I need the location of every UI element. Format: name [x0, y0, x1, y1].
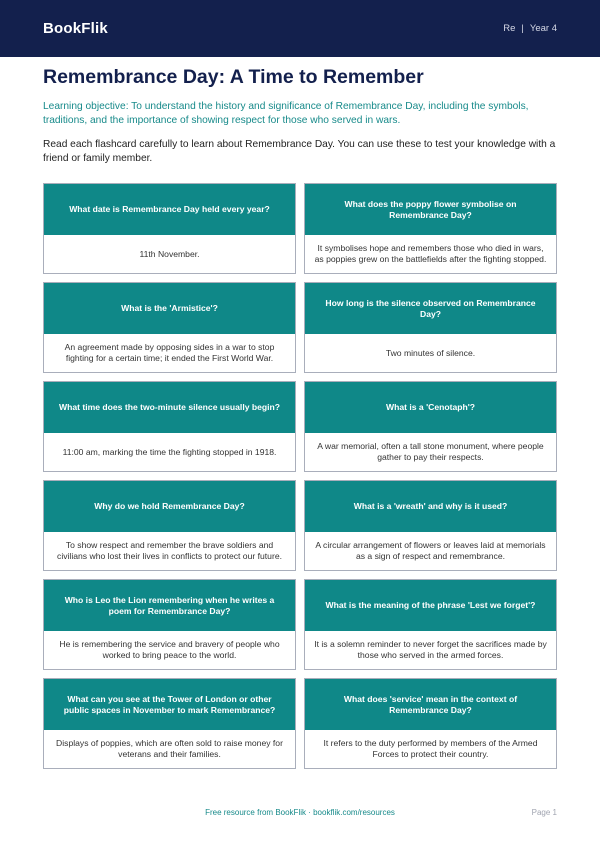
- learning-objective: Learning objective: To understand the history and significance of Remembrance Day, including the symbols, traditions, and the importance of showing respect for those who served in wars.: [43, 101, 529, 126]
- flashcard-answer: It is a solemn reminder to never forget the sacrifices made by those who served in the armed forces.: [305, 631, 556, 669]
- subject-label: Re: [503, 23, 516, 34]
- flashcard: [43, 579, 296, 670]
- flashcard: [43, 183, 296, 274]
- flashcard-answer: 11:00 am, marking the time the fighting stopped in 1918.: [44, 433, 295, 471]
- flashcard: [304, 678, 557, 769]
- flashcard-question: How long is the silence observed on Remembrance Day?: [305, 283, 556, 334]
- flashcard-answer: Two minutes of silence.: [305, 334, 556, 372]
- flashcard-question: What is a 'wreath' and why is it used?: [305, 481, 556, 532]
- flashcard-answer: Displays of poppies, which are often sold to raise money for veterans and their families.: [44, 730, 295, 768]
- flashcard-question: What does 'service' mean in the context of Remembrance Day?: [305, 679, 556, 730]
- subject-year-label: [503, 23, 557, 34]
- footer-resource-link[interactable]: Free resource from BookFlik · bookflik.com/resources: [205, 808, 395, 817]
- flashcard-answer: It refers to the duty performed by members of the Armed Forces to protect their country.: [305, 730, 556, 768]
- page-title: Remembrance Day: A Time to Remember: [43, 66, 424, 88]
- flashcard-question: What can you see at the Tower of London or other public spaces in November to mark Remembrance?: [44, 679, 295, 730]
- flashcard: [43, 678, 296, 769]
- flashcard-question: Who is Leo the Lion remembering when he writes a poem for Remembrance Day?: [44, 580, 295, 631]
- page-number: Page 1: [531, 808, 557, 817]
- flashcard-question: What date is Remembrance Day held every year?: [44, 184, 295, 235]
- flashcard-question: What is a 'Cenotaph'?: [305, 382, 556, 433]
- year-label: Year 4: [529, 23, 557, 34]
- flashcard-question: What is the meaning of the phrase 'Lest we forget'?: [305, 580, 556, 631]
- separator: |: [521, 23, 524, 34]
- flashcard: [304, 282, 557, 373]
- brand-logo-text[interactable]: BookFlik: [43, 20, 108, 37]
- flashcard-answer: To show respect and remember the brave soldiers and civilians who lost their lives in conflicts to protect our future.: [44, 532, 295, 570]
- intro-text: Read each flashcard carefully to learn about Remembrance Day. You can use these to test your knowledge with a friend or family member.: [43, 139, 556, 164]
- flashcard: [304, 381, 557, 472]
- flashcard: [43, 381, 296, 472]
- flashcard: [43, 282, 296, 373]
- flashcard-answer: A war memorial, often a tall stone monument, where people gather to pay their respects.: [305, 433, 556, 471]
- flashcard-answer: A circular arrangement of flowers or leaves laid at memorials as a sign of respect and remembrance.: [305, 532, 556, 570]
- flashcard-question: What does the poppy flower symbolise on Remembrance Day?: [305, 184, 556, 235]
- flashcard-answer: An agreement made by opposing sides in a war to stop fighting for a certain time; it ended the First World War.: [44, 334, 295, 372]
- flashcard: [304, 183, 557, 274]
- flashcard-question: Why do we hold Remembrance Day?: [44, 481, 295, 532]
- flashcard: [304, 480, 557, 571]
- top-header-bar: [0, 0, 600, 57]
- flashcard: [43, 480, 296, 571]
- flashcard-answer: 11th November.: [44, 235, 295, 273]
- flashcard-question: What time does the two-minute silence usually begin?: [44, 382, 295, 433]
- flashcard-question: What is the 'Armistice'?: [44, 283, 295, 334]
- flashcard-grid: [43, 183, 557, 769]
- flashcard-answer: He is remembering the service and bravery of people who worked to bring peace to the world.: [44, 631, 295, 669]
- flashcard-answer: It symbolises hope and remembers those who died in wars, as poppies grew on the battlefields after the fighting stopped.: [305, 235, 556, 273]
- flashcard: [304, 579, 557, 670]
